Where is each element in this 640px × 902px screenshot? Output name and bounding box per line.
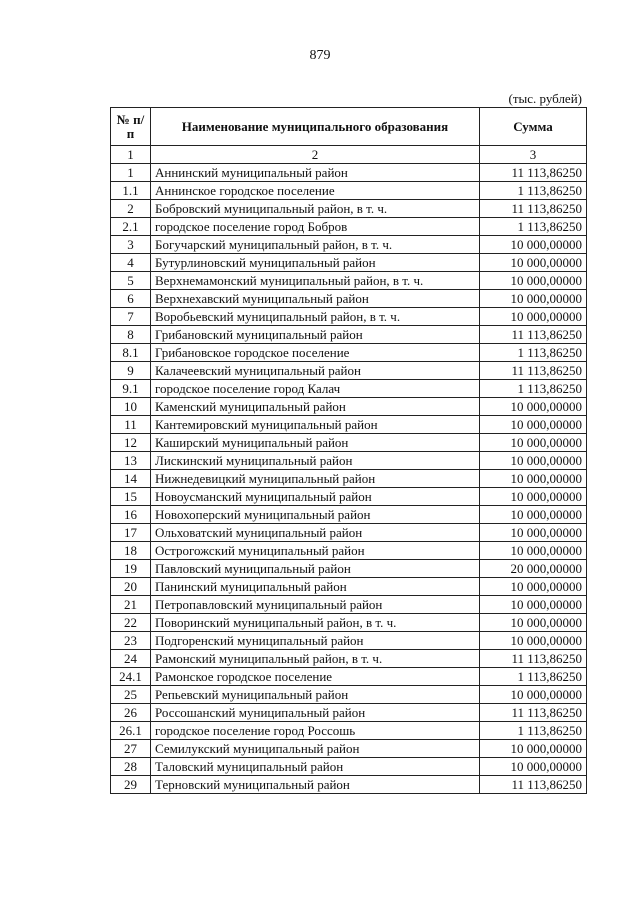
column-index-row	[111, 146, 587, 164]
municipality-name: Новохоперский муниципальный район	[151, 506, 480, 524]
table-row	[111, 218, 587, 236]
amount: 1 113,86250	[480, 182, 587, 200]
amount: 1 113,86250	[480, 380, 587, 398]
amount: 10 000,00000	[480, 398, 587, 416]
municipality-name: Семилукский муниципальный район	[151, 740, 480, 758]
table-row	[111, 542, 587, 560]
amount: 1 113,86250	[480, 344, 587, 362]
municipality-name: Воробьевский муниципальный район, в т. ч.	[151, 308, 480, 326]
amount: 11 113,86250	[480, 650, 587, 668]
row-number: 4	[111, 254, 151, 272]
row-number: 2.1	[111, 218, 151, 236]
header-num: № п/п	[111, 108, 151, 146]
amount: 10 000,00000	[480, 452, 587, 470]
amount: 10 000,00000	[480, 488, 587, 506]
table-body	[111, 164, 587, 794]
amount: 10 000,00000	[480, 542, 587, 560]
municipality-name: городское поселение город Бобров	[151, 218, 480, 236]
amount: 10 000,00000	[480, 506, 587, 524]
municipality-name: Павловский муниципальный район	[151, 560, 480, 578]
table-row	[111, 650, 587, 668]
table-row	[111, 488, 587, 506]
row-number: 22	[111, 614, 151, 632]
amount: 10 000,00000	[480, 434, 587, 452]
table-row	[111, 560, 587, 578]
municipality-name: Петропавловский муниципальный район	[151, 596, 480, 614]
municipality-name: Рамонское городское поселение	[151, 668, 480, 686]
row-number: 9	[111, 362, 151, 380]
municipality-name: Кантемировский муниципальный район	[151, 416, 480, 434]
header-sum: Сумма	[480, 108, 587, 146]
municipality-name: Аннинское городское поселение	[151, 182, 480, 200]
table-row	[111, 578, 587, 596]
row-number: 14	[111, 470, 151, 488]
municipality-name: Подгоренский муниципальный район	[151, 632, 480, 650]
table-row	[111, 596, 587, 614]
amount: 10 000,00000	[480, 308, 587, 326]
table-row	[111, 434, 587, 452]
amount: 1 113,86250	[480, 218, 587, 236]
row-number: 26.1	[111, 722, 151, 740]
amount: 11 113,86250	[480, 164, 587, 182]
municipality-name: Терновский муниципальный район	[151, 776, 480, 794]
amount: 10 000,00000	[480, 290, 587, 308]
table-row	[111, 632, 587, 650]
row-number: 17	[111, 524, 151, 542]
row-number: 24.1	[111, 668, 151, 686]
row-number: 7	[111, 308, 151, 326]
municipality-name: Богучарский муниципальный район, в т. ч.	[151, 236, 480, 254]
municipality-name: Россошанский муниципальный район	[151, 704, 480, 722]
amount: 10 000,00000	[480, 758, 587, 776]
column-index: 3	[480, 146, 587, 164]
table-row	[111, 452, 587, 470]
table-row	[111, 380, 587, 398]
amount: 10 000,00000	[480, 596, 587, 614]
amount: 11 113,86250	[480, 704, 587, 722]
municipality-name: Бобровский муниципальный район, в т. ч.	[151, 200, 480, 218]
amount: 11 113,86250	[480, 776, 587, 794]
budget-table	[110, 107, 587, 794]
row-number: 5	[111, 272, 151, 290]
row-number: 1.1	[111, 182, 151, 200]
municipality-name: Острогожский муниципальный район	[151, 542, 480, 560]
municipality-name: Грибановский муниципальный район	[151, 326, 480, 344]
municipality-name: Репьевский муниципальный район	[151, 686, 480, 704]
row-number: 26	[111, 704, 151, 722]
table-row	[111, 506, 587, 524]
municipality-name: Бутурлиновский муниципальный район	[151, 254, 480, 272]
table-row	[111, 182, 587, 200]
municipality-name: Верхнемамонский муниципальный район, в т. ч.	[151, 272, 480, 290]
municipality-name: Панинский муниципальный район	[151, 578, 480, 596]
row-number: 28	[111, 758, 151, 776]
row-number: 11	[111, 416, 151, 434]
amount: 10 000,00000	[480, 470, 587, 488]
row-number: 29	[111, 776, 151, 794]
municipality-name: Нижнедевицкий муниципальный район	[151, 470, 480, 488]
amount: 10 000,00000	[480, 254, 587, 272]
column-index: 2	[151, 146, 480, 164]
header-name: Наименование муниципального образования	[151, 108, 480, 146]
table-row	[111, 326, 587, 344]
table-row	[111, 254, 587, 272]
municipality-name: городское поселение город Калач	[151, 380, 480, 398]
row-number: 10	[111, 398, 151, 416]
row-number: 24	[111, 650, 151, 668]
municipality-name: Таловский муниципальный район	[151, 758, 480, 776]
municipality-name: Рамонский муниципальный район, в т. ч.	[151, 650, 480, 668]
amount: 10 000,00000	[480, 524, 587, 542]
table-row	[111, 290, 587, 308]
row-number: 19	[111, 560, 151, 578]
table-row	[111, 740, 587, 758]
row-number: 3	[111, 236, 151, 254]
table-row	[111, 362, 587, 380]
amount: 10 000,00000	[480, 740, 587, 758]
table-row	[111, 236, 587, 254]
table-row	[111, 776, 587, 794]
table-row	[111, 272, 587, 290]
municipality-name: Ольховатский муниципальный район	[151, 524, 480, 542]
amount: 10 000,00000	[480, 632, 587, 650]
amount: 10 000,00000	[480, 686, 587, 704]
amount: 10 000,00000	[480, 236, 587, 254]
municipality-name: городское поселение город Россошь	[151, 722, 480, 740]
table-row	[111, 758, 587, 776]
table-row	[111, 614, 587, 632]
table-row	[111, 308, 587, 326]
row-number: 12	[111, 434, 151, 452]
row-number: 13	[111, 452, 151, 470]
page-number: 879	[309, 48, 331, 63]
row-number: 8	[111, 326, 151, 344]
row-number: 16	[111, 506, 151, 524]
row-number: 18	[111, 542, 151, 560]
header-row	[111, 108, 587, 146]
amount: 10 000,00000	[480, 578, 587, 596]
table-row	[111, 200, 587, 218]
amount: 11 113,86250	[480, 326, 587, 344]
amount: 10 000,00000	[480, 272, 587, 290]
municipality-name: Новоусманский муниципальный район	[151, 488, 480, 506]
table-row	[111, 704, 587, 722]
amount: 1 113,86250	[480, 722, 587, 740]
table-row	[111, 722, 587, 740]
municipality-name: Каширский муниципальный район	[151, 434, 480, 452]
table-row	[111, 416, 587, 434]
table-row	[111, 524, 587, 542]
table-row	[111, 668, 587, 686]
municipality-name: Лискинский муниципальный район	[151, 452, 480, 470]
row-number: 20	[111, 578, 151, 596]
municipality-name: Каменский муниципальный район	[151, 398, 480, 416]
municipality-name: Аннинский муниципальный район	[151, 164, 480, 182]
table-row	[111, 398, 587, 416]
row-number: 1	[111, 164, 151, 182]
table-row	[111, 344, 587, 362]
row-number: 8.1	[111, 344, 151, 362]
municipality-name: Калачеевский муниципальный район	[151, 362, 480, 380]
row-number: 27	[111, 740, 151, 758]
municipality-name: Грибановское городское поселение	[151, 344, 480, 362]
table-row	[111, 470, 587, 488]
row-number: 6	[111, 290, 151, 308]
amount: 11 113,86250	[480, 200, 587, 218]
row-number: 15	[111, 488, 151, 506]
row-number: 23	[111, 632, 151, 650]
municipality-name: Поворинский муниципальный район, в т. ч.	[151, 614, 480, 632]
municipality-name: Верхнехавский муниципальный район	[151, 290, 480, 308]
row-number: 9.1	[111, 380, 151, 398]
table-row	[111, 686, 587, 704]
table-row	[111, 164, 587, 182]
row-number: 25	[111, 686, 151, 704]
row-number: 21	[111, 596, 151, 614]
amount: 11 113,86250	[480, 362, 587, 380]
amount: 10 000,00000	[480, 614, 587, 632]
row-number: 2	[111, 200, 151, 218]
amount: 1 113,86250	[480, 668, 587, 686]
column-index: 1	[111, 146, 151, 164]
units-label: (тыс. рублей)	[508, 91, 582, 106]
amount: 10 000,00000	[480, 416, 587, 434]
amount: 20 000,00000	[480, 560, 587, 578]
